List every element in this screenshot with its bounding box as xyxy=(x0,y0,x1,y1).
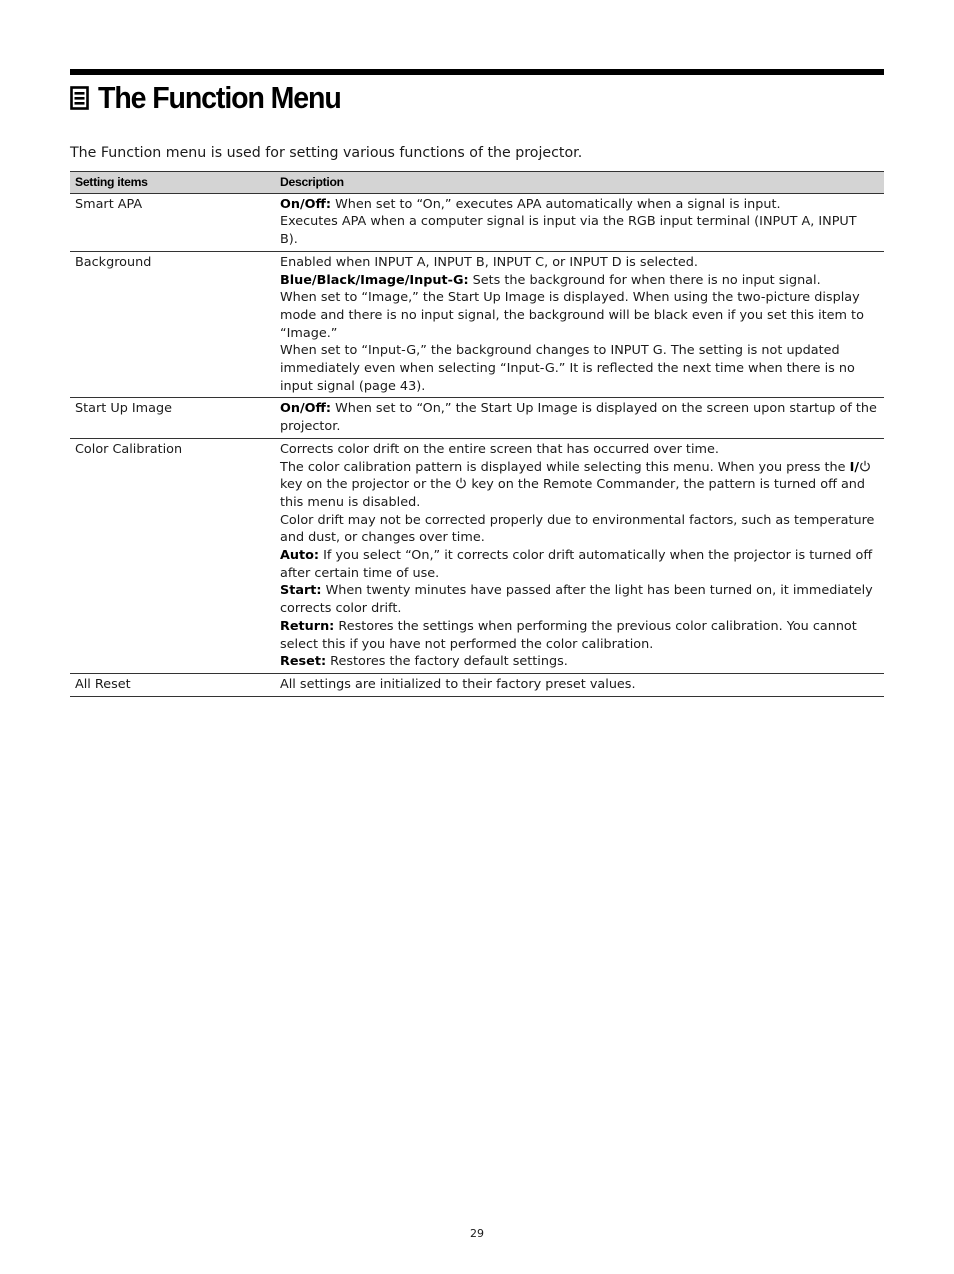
table-row xyxy=(70,398,884,438)
description-line xyxy=(280,342,878,395)
page-title: The Function Menu xyxy=(98,80,341,115)
option-label: Blue/Black/Image/Input-G: xyxy=(280,272,469,288)
description-line xyxy=(280,547,878,582)
option-label: On/Off: xyxy=(280,401,332,417)
description-text: When set to “On,” the Start Up Image is displayed on the screen upon startup of the projector. xyxy=(280,401,877,435)
menu-list-icon xyxy=(70,86,89,110)
description-line xyxy=(280,272,878,290)
intro-paragraph: The Function menu is used for setting various functions of the projector. xyxy=(70,145,583,161)
settings-table xyxy=(70,171,884,697)
table-row xyxy=(70,673,884,696)
setting-item-name: Background xyxy=(70,251,275,398)
description-line xyxy=(280,618,878,653)
setting-item-name: All Reset xyxy=(70,673,275,696)
table-header-row xyxy=(70,172,884,194)
description-text: When set to “Image,” the Start Up Image is displayed. When using the two-picture display mode and there is no input signal, the background will be black even if you set this item to “Image.” xyxy=(280,290,864,341)
option-label: Start: xyxy=(280,583,322,599)
setting-item-name: Smart APA xyxy=(70,193,275,251)
description-line xyxy=(280,196,878,214)
key-label: I/ xyxy=(849,459,860,475)
description-text: The color calibration pattern is displayed while selecting this menu. When you press the xyxy=(280,459,846,475)
description-text: Restores the settings when performing the previous color calibration. You cannot select this if you have not performed the color calibration. xyxy=(280,618,857,652)
description-line xyxy=(280,289,878,342)
description-text: When set to “On,” executes APA automatically when a signal is input. xyxy=(331,196,781,212)
description-line xyxy=(280,400,878,435)
description-text: If you select “On,” it corrects color drift automatically when the projector is turned off after certain time of use. xyxy=(280,548,873,581)
description-text: When twenty minutes have passed after the light has been turned on, it immediately corrects color drift. xyxy=(280,583,873,617)
table-row xyxy=(70,251,884,398)
description-line xyxy=(280,582,878,617)
setting-description xyxy=(275,398,884,438)
page-number: 29 xyxy=(470,1227,484,1240)
option-label: Auto: xyxy=(280,548,320,564)
description-line xyxy=(280,459,878,512)
description-text: Enabled when INPUT A, INPUT B, INPUT C, or INPUT D is selected. xyxy=(280,254,698,270)
description-line xyxy=(280,512,878,547)
description-line xyxy=(280,254,878,272)
power-icon xyxy=(455,477,467,489)
option-label: Return: xyxy=(280,618,335,634)
power-icon xyxy=(859,460,871,472)
description-line xyxy=(280,653,878,671)
setting-description xyxy=(275,251,884,398)
description-text: Color drift may not be corrected properly due to environmental factors, such as temperature and dust, or changes over time. xyxy=(280,512,875,546)
column-header-description: Description xyxy=(275,172,884,194)
description-line xyxy=(280,676,878,694)
setting-item-name: Color Calibration xyxy=(70,438,275,673)
description-text: key on the projector or the xyxy=(280,477,456,493)
description-line xyxy=(280,441,878,459)
description-text: Restores the factory default settings. xyxy=(326,654,568,670)
setting-description xyxy=(275,193,884,251)
description-text: key on the Remote Commander, the pattern is turned off and this menu is disabled. xyxy=(280,477,866,510)
description-line xyxy=(280,213,878,248)
description-text: All settings are initialized to their factory preset values. xyxy=(280,676,636,692)
description-text: Corrects color drift on the entire screen that has occurred over time. xyxy=(280,441,719,457)
setting-description xyxy=(275,673,884,696)
title-row xyxy=(70,80,884,116)
setting-description xyxy=(275,438,884,673)
description-text: When set to “Input-G,” the background changes to INPUT G. The setting is not updated immediately even when selecting “Input-G.” It is reflected the next time when there is no input signal (page 43). xyxy=(280,343,855,394)
description-text: Sets the background for when there is no input signal. xyxy=(468,272,821,288)
setting-item-name: Start Up Image xyxy=(70,398,275,438)
table-row xyxy=(70,438,884,673)
top-rule xyxy=(70,69,884,75)
column-header-setting-items: Setting items xyxy=(70,172,275,194)
option-label: On/Off: xyxy=(280,196,332,212)
table-row xyxy=(70,193,884,251)
description-text: Executes APA when a computer signal is input via the RGB input terminal (INPUT A, INPUT B). xyxy=(280,214,857,248)
option-label: Reset: xyxy=(280,654,327,670)
